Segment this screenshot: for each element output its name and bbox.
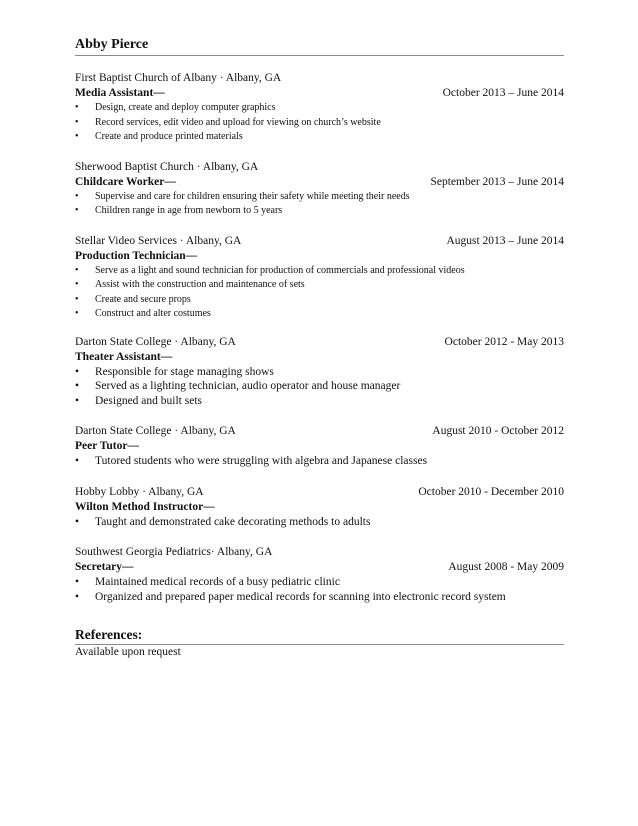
job-dates: August 2008 - May 2009 (448, 561, 564, 573)
bullet-item: • Designed and built sets (75, 394, 564, 409)
job-bullets (75, 515, 564, 530)
bullet-item: • Assist with the construction and maintenance of sets (75, 278, 564, 293)
job-dates: October 2013 – June 2014 (442, 87, 564, 99)
resume-page (75, 36, 564, 659)
job-title-line (75, 500, 564, 515)
job-dates: October 2010 - December 2010 (418, 485, 564, 498)
bullet-item: • Create and secure props (75, 293, 564, 308)
bullet-item: • Construct and alter costumes (75, 307, 564, 322)
job-title: Media Assistant— (75, 87, 165, 99)
job-dates: August 2010 - October 2012 (432, 425, 564, 437)
references-heading: References: (75, 627, 143, 642)
bullet-item: • Children range in age from newborn to 5 years (75, 204, 564, 219)
job-organization: Sherwood Baptist Church · Albany, GA (75, 160, 259, 173)
job-dates: September 2013 – June 2014 (430, 175, 564, 188)
job-dates: October 2012 - May 2013 (444, 335, 564, 348)
job-organization-name: Darton State College · Albany, GA (75, 425, 236, 437)
bullet-item: • Responsible for stage managing shows (75, 365, 564, 380)
bullet-item: • Create and produce printed materials (75, 130, 564, 145)
resume-name: Abby Pierce (75, 37, 149, 52)
bullet-item: • Design, create and deploy computer graphics (75, 101, 564, 116)
job-title: Childcare Worker— (75, 175, 176, 188)
job-entry (75, 335, 564, 409)
bullet-item: • Tutored students who were struggling with algebra and Japanese classes (75, 454, 564, 469)
bullet-item: • Supervise and care for children ensuring their safety while meeting their needs (75, 190, 564, 205)
job-bullets (75, 454, 564, 469)
job-entry (75, 424, 564, 469)
job-organization-name: Stellar Video Services · Albany, GA (75, 234, 242, 247)
references-section (75, 626, 564, 659)
job-title: Production Technician— (75, 249, 198, 262)
job-entry (75, 71, 564, 145)
job-organization (75, 424, 564, 439)
bullet-item: • Serve as a light and sound technician for production of commercials and professional videos (75, 264, 564, 279)
job-bullets (75, 264, 564, 322)
job-title-line (75, 249, 564, 264)
job-entry (75, 485, 564, 530)
job-organization-name: Darton State College · Albany, GA (75, 335, 236, 348)
job-title-line (75, 560, 564, 575)
bullet-item: • Served as a lighting technician, audio operator and house manager (75, 379, 564, 394)
job-bullets (75, 101, 564, 145)
job-bullets (75, 365, 564, 409)
references-text: Available upon request (75, 646, 181, 658)
job-title-line (75, 439, 564, 454)
job-title: Peer Tutor— (75, 440, 139, 452)
job-organization: First Baptist Church of Albany · Albany, GA (75, 72, 282, 84)
job-title-line (75, 350, 564, 365)
job-organization (75, 234, 564, 249)
bullet-item: • Organized and prepared paper medical records for scanning into electronic record system (75, 590, 564, 605)
bullet-item: • Record services, edit video and upload for viewing on church’s website (75, 116, 564, 131)
bullet-item: • Taught and demonstrated cake decorating methods to adults (75, 515, 564, 530)
job-title: Secretary— (75, 561, 134, 573)
name-divider (75, 55, 564, 56)
job-title: Theater Assistant— (75, 350, 173, 363)
job-title-line (75, 86, 564, 101)
job-organization (75, 485, 564, 500)
job-organization: Southwest Georgia Pediatrics· Albany, GA (75, 546, 273, 558)
job-bullets (75, 190, 564, 219)
job-organization (75, 335, 564, 350)
job-bullets (75, 575, 564, 604)
bullet-item: • Maintained medical records of a busy pediatric clinic (75, 575, 564, 590)
job-organization-name: Hobby Lobby · Albany, GA (75, 485, 204, 498)
job-title: Wilton Method Instructor— (75, 500, 215, 513)
job-entry (75, 234, 564, 322)
job-dates: August 2013 – June 2014 (446, 234, 564, 247)
job-entry (75, 545, 564, 604)
job-title-line (75, 175, 564, 190)
job-entry (75, 160, 564, 219)
